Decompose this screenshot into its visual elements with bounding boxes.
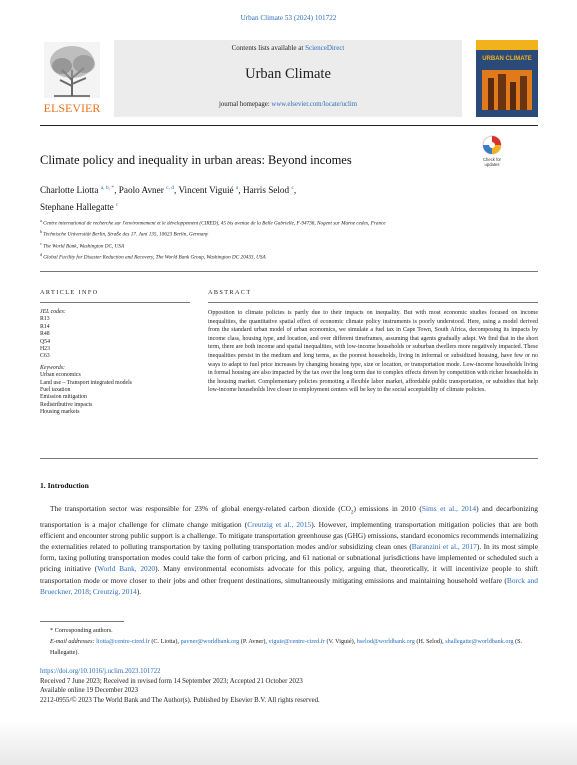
svg-text:URBAN CLIMATE: URBAN CLIMATE <box>482 56 532 62</box>
email-link[interactable]: viguie@centre-cired.fr <box>268 637 325 645</box>
abstract-bottom-rule <box>40 458 538 459</box>
abstract-heading: ABSTRACT <box>208 289 252 296</box>
received-dates: Received 7 June 2023; Received in revised form 14 September 2023; Accepted 21 October 2023 <box>40 677 303 685</box>
affiliation-item: $^d$ Global Facility for Disaster Reduction and Recovery, The World Bank Group, Washington DC 20433, USA <box>40 251 266 261</box>
email-link[interactable]: hselod@worldbank.org <box>356 637 415 645</box>
contents-line: Contents lists available at ScienceDirect <box>231 44 345 52</box>
citation-link[interactable]: Creutzig, 2014 <box>92 586 137 596</box>
author-name[interactable]: Harris Selod <box>242 185 290 196</box>
jel-code: C63 <box>40 353 50 360</box>
author-list: Charlotte Liotta $^{a, b, *}$, Paolo Avner $^{c, d}$, Vincent Viguié $^a$, Harris Selod $^c$, Stephane Hallegatte $^c$ <box>40 185 297 213</box>
section-heading-introduction: 1. Introduction <box>40 481 89 490</box>
author-name[interactable]: Charlotte Liotta <box>40 185 99 196</box>
email-link[interactable]: pavner@worldbank.org <box>180 637 240 645</box>
journal-header <box>40 40 538 117</box>
citation-link[interactable]: Baranzini et al., 2017 <box>411 542 477 552</box>
jel-code: Q54 <box>40 338 50 345</box>
citation-link[interactable]: Creutzig et al., 2015 <box>247 519 312 529</box>
email-link[interactable]: shallegatte@worldbank.org <box>445 637 514 645</box>
author-name[interactable]: Paolo Avner <box>118 185 164 196</box>
sciencedirect-link[interactable]: ScienceDirect <box>305 44 345 52</box>
check-for-updates-button[interactable] <box>478 134 506 168</box>
copyright-line: 2212-0955/© 2023 The World Bank and The Author(s). Published by Elsevier B.V. All rights reserved. <box>40 696 320 704</box>
article-info-heading: ARTICLE INFO <box>40 289 99 296</box>
crossmark-icon <box>478 134 506 168</box>
affiliation-item: $^a$ Centre international de recherche sur l'environnement et le développement (CIRED), 45 bis avenue de la Belle Gabrielle, F-94736, Nogent sur Marne cedex, France <box>40 218 386 227</box>
author-name[interactable]: Stephane Hallegatte <box>40 202 114 213</box>
keyword: Fuel taxation <box>40 387 71 394</box>
cover-image-icon <box>476 40 538 117</box>
affiliation-item: $^c$ The World Bank, Washington DC, USA <box>40 240 125 250</box>
homepage-line: journal homepage: www.elsevier.com/locate/uclim <box>218 101 358 108</box>
author-affil-sup[interactable]: a, b, * <box>100 185 115 191</box>
svg-text:updates: updates <box>484 162 500 167</box>
citation-link[interactable]: Sims et al., 2014 <box>421 504 477 513</box>
journal-title: Urban Climate <box>245 66 331 82</box>
keywords-label: Keywords: <box>40 364 65 371</box>
elsevier-logo <box>40 40 104 117</box>
elsevier-tree-icon <box>40 40 104 117</box>
jel-code: R14 <box>40 323 50 330</box>
journal-citation[interactable]: Urban Climate 53 (2024) 101722 <box>240 14 337 22</box>
keyword: Land use – Transport integrated models <box>40 379 132 386</box>
jel-code: R13 <box>40 316 50 323</box>
citation-link[interactable]: World Bank, 2020 <box>97 564 156 574</box>
article-info-rule <box>40 302 190 303</box>
header-rule <box>40 125 538 126</box>
affiliation-item: $^b$ Technische Universität Berlin, Straße des 17. Juni 135, 10623 Berlin, Germany <box>40 229 209 239</box>
email-link[interactable]: liotta@centre-cired.fr <box>96 637 150 645</box>
doi-link[interactable]: https://doi.org/10.1016/j.uclim.2023.101722 <box>40 668 161 675</box>
corresponding-note: * Corresponding authors. <box>50 627 113 634</box>
article-title: Climate policy and inequality in urban areas: Beyond incomes <box>40 153 352 167</box>
article-info-panel <box>40 309 190 417</box>
author-affil-sup[interactable]: a <box>235 185 239 191</box>
citation-link[interactable]: Borck and Brueckner, 2018 <box>40 575 538 596</box>
journal-info-box <box>114 40 462 117</box>
footnote <box>40 626 538 658</box>
keyword: Redistributive impacts <box>40 401 93 408</box>
page-bottom-shade <box>0 720 577 765</box>
author-affil-sup[interactable]: c <box>116 202 119 209</box>
abstract-rule <box>208 302 538 303</box>
author-affil-sup[interactable]: c, d <box>166 185 175 191</box>
online-date: Available online 19 December 2023 <box>40 687 139 695</box>
journal-cover[interactable] <box>476 40 538 117</box>
introduction-paragraph: The transportation sector was responsible for 23% of global energy-related carbon dioxide $(CO_2)$ emissions in 2010 (Sims et al., 2014) and decarbonizing transportation is a major challenge for climate change mitigation (Creutzig et al., 2015). However, implementing transportation mitigation policies that are both efficient and encounter strong public support is a challenge. To mitigate transportation greenhouse gas (GHG) emissions, standard economics recommends internalizing the externalities related to polluting transportation by taxing polluting transportation modes and/or subsidizing clean ones (Baranzini et al., 2017). In its most simple form, taxing polluting transportation modes could take the form of carbon pricing, and 61 national or subnational jurisdictions have implemented or scheduled such a pricing initiative (World Bank, 2020). Many environmental economists advocate for this policy, arguing that, theoretically, it will incentivize people to shift transportation mode or move closer to their jobs and other frequent destinations, simultaneously mitigating emissions and maintaining household welfare (Borck and Brueckner, 2018; Creutzig, 2014). <box>40 504 539 596</box>
publication-info <box>40 667 538 705</box>
author-affil-sup[interactable]: c <box>291 185 294 191</box>
svg-text:ELSEVIER: ELSEVIER <box>43 101 101 115</box>
affiliation-list <box>40 217 480 262</box>
keyword: Urban economics <box>40 372 81 379</box>
keyword: Emission mitigation <box>40 394 87 401</box>
jel-code: R48 <box>40 331 50 338</box>
jel-code: H23 <box>40 346 50 353</box>
email-addresses: E-mail addresses: liotta@centre-cired.fr (C. Liotta), pavner@worldbank.org (P. Avner), viguie@centre-cired.fr (V. Viguié), hselod@worldbank.org (H. Selod), shallegatte@worldbank.org (S. Hallegatte). <box>50 637 523 656</box>
affiliation-rule <box>40 271 538 272</box>
jel-label: JEL codes: <box>40 309 66 315</box>
keyword: Housing markets <box>40 409 80 416</box>
homepage-link[interactable]: www.elsevier.com/locate/uclim <box>271 101 358 108</box>
svg-text:Check for: Check for <box>483 157 501 162</box>
footnote-rule <box>40 621 124 622</box>
author-name[interactable]: Vincent Viguié <box>178 185 234 196</box>
abstract-text: Opposition to climate policies is partly due to their impacts on inequality. But with most economic studies focused on income inequalities, the quantitative spatial effect of economic climate policy instruments is poorly understood. Here, using a model derived from the standard urban model of urban economics, we simulate a fuel tax in Cape Town, South Africa, decomposing its impacts by income class, housing type, and location, and over different timeframes, assuming that agents gradually adapt. We find that in the short term, there are both income and spatial inequalities, with low-income households or suburban dwellers more negatively impacted. These inequalities persist in the medium and long terms, as the poorest households, living in informal or subsidized housing, have few or no ways to adapt to fuel price increases by changing housing type, size or location, or transportation mode. Low-income households living in formal housing are also impacted by the tax over the long term due to complex effects driven by competition with richer households in the housing market. Complementary policies promoting a flexible labor market, affordable public transportation, or subsidies that help low-income households live closer to employment centers will be key to the social acceptability of climate policies. <box>208 310 538 394</box>
